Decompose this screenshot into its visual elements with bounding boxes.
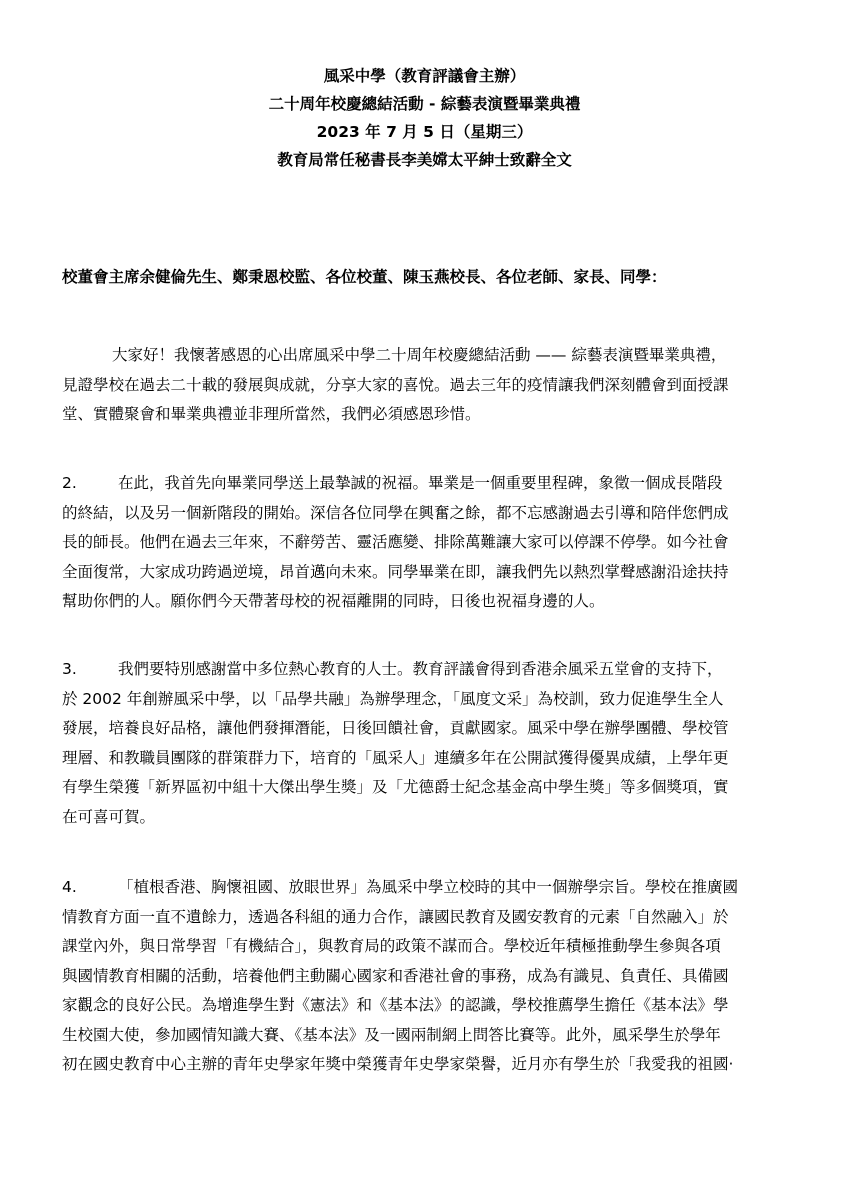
paragraph-line: 幫助你們的人。願你們今天帶著母校的祝福離開的同時，日後也祝福身邊的人。 <box>62 592 605 610</box>
paragraph-line: 全面復常，大家成功跨過逆境，昂首邁向未來。同學畢業在即，讓我們先以熱烈掌聲感謝沿途扶持 <box>62 562 729 581</box>
header-date: 2023 年 7 月 5 日（星期三） <box>316 123 533 141</box>
paragraph-line: 與國情教育相關的活動，培養他們主動關心國家和香港社會的事務，成為有識見、負責任、具備國 <box>62 966 729 985</box>
paragraph-line: 生校園大使，參加國情知識大賽、《基本法》及一國兩制網上問答比賽等。此外，風采學生於學年 <box>62 1025 721 1044</box>
paragraph-line: 大家好！我懷著感恩的心出席風采中學二十周年校慶總結活動 —— 綜藝表演暨畢業典禮， <box>112 346 727 364</box>
paragraph-number: 2. <box>62 474 77 492</box>
paragraph-line: 的終結，以及另一個新階段的開始。深信各位同學在興奮之餘，都不忘感謝過去引導和陪伴您們成 <box>62 503 729 522</box>
header-event-title: 二十周年校慶總結活動 - 綜藝表演暨畢業典禮 <box>268 95 581 113</box>
paragraph-line: 理層、和教職員團隊的群策群力下，培育的「風采人」連續多年在公開試獲得優異成績，上學年更 <box>62 748 729 767</box>
header-speech-title: 教育局常任秘書長李美嫦太平紳士致辭全文 <box>277 151 572 169</box>
paragraph-line: 發展，培養良好品格，讓他們發揮潛能，日後回饋社會，貢獻國家。風采中學在辦學團體、學校管 <box>62 719 729 737</box>
paragraph-2 <box>62 469 790 617</box>
document-header <box>0 62 849 174</box>
paragraph-line: 情教育方面一直不遺餘力，透過各科組的通力合作，讓國民教育及國安教育的元素「自然融入」於 <box>62 907 729 926</box>
paragraph-line: 見證學校在過去二十載的發展與成就，分享大家的喜悅。過去三年的疫情讓我們深刻體會到面授課 <box>62 375 729 394</box>
salutation: 校董會主席余健倫先生、鄭秉恩校監、各位校董、陳玉燕校長、各位老師、家長、同學： <box>62 268 667 286</box>
paragraph-line: 2. 在此，我首先向畢業同學送上最摯誠的祝福。畢業是一個重要里程碑，象徵一個成長階段 <box>62 469 790 499</box>
paragraph-line: 有學生榮獲「新界區初中組十大傑出學生獎」及「尤德爵士紀念基金高中學生獎」等多個獎項，實 <box>62 778 729 796</box>
paragraph-line: 在可喜可賀。 <box>62 807 156 826</box>
paragraph-line: 堂、實體聚會和畢業典禮並非理所當然，我們必須感恩珍惜。 <box>62 405 481 423</box>
paragraph-number: 4. <box>62 878 77 896</box>
paragraph-line: 課堂內外，與日常學習「有機結合」，與教育局的政策不謀而合。學校近年積極推動學生參與各項 <box>62 937 721 955</box>
paragraph-4 <box>62 873 790 1080</box>
paragraph-line: 家觀念的良好公民。為增進學生對《憲法》和《基本法》的認識，學校推薦學生擔任《基本法》學 <box>62 996 729 1014</box>
paragraph-line: 長的師長。他們在過去三年來，不辭勞苦、靈活應變、排除萬難讓大家可以停課不停學。如今社會 <box>62 533 729 551</box>
paragraph-3 <box>62 655 790 832</box>
paragraph-1 <box>62 341 790 430</box>
paragraph-line: 初在國史教育中心主辦的青年史學家年獎中榮獲青年史學家榮譽，近月亦有學生於「我愛我的祖國· <box>62 1055 734 1073</box>
paragraph-line: 於 2002 年創辦風采中學，以「品學共融」為辦學理念，「風度文采」為校訓，致力促進學生全人 <box>62 689 724 708</box>
paragraph-line: 3. 我們要特別感謝當中多位熱心教育的人士。教育評議會得到香港余風采五堂會的支持下， <box>62 655 790 685</box>
paragraph-line: 4. 「植根香港、胸懷祖國、放眼世界」為風采中學立校時的其中一個辦學宗旨。學校在推廣國 <box>62 873 790 903</box>
header-school-name: 風采中學（教育評議會主辦） <box>323 67 526 85</box>
paragraph-number: 3. <box>62 660 77 678</box>
